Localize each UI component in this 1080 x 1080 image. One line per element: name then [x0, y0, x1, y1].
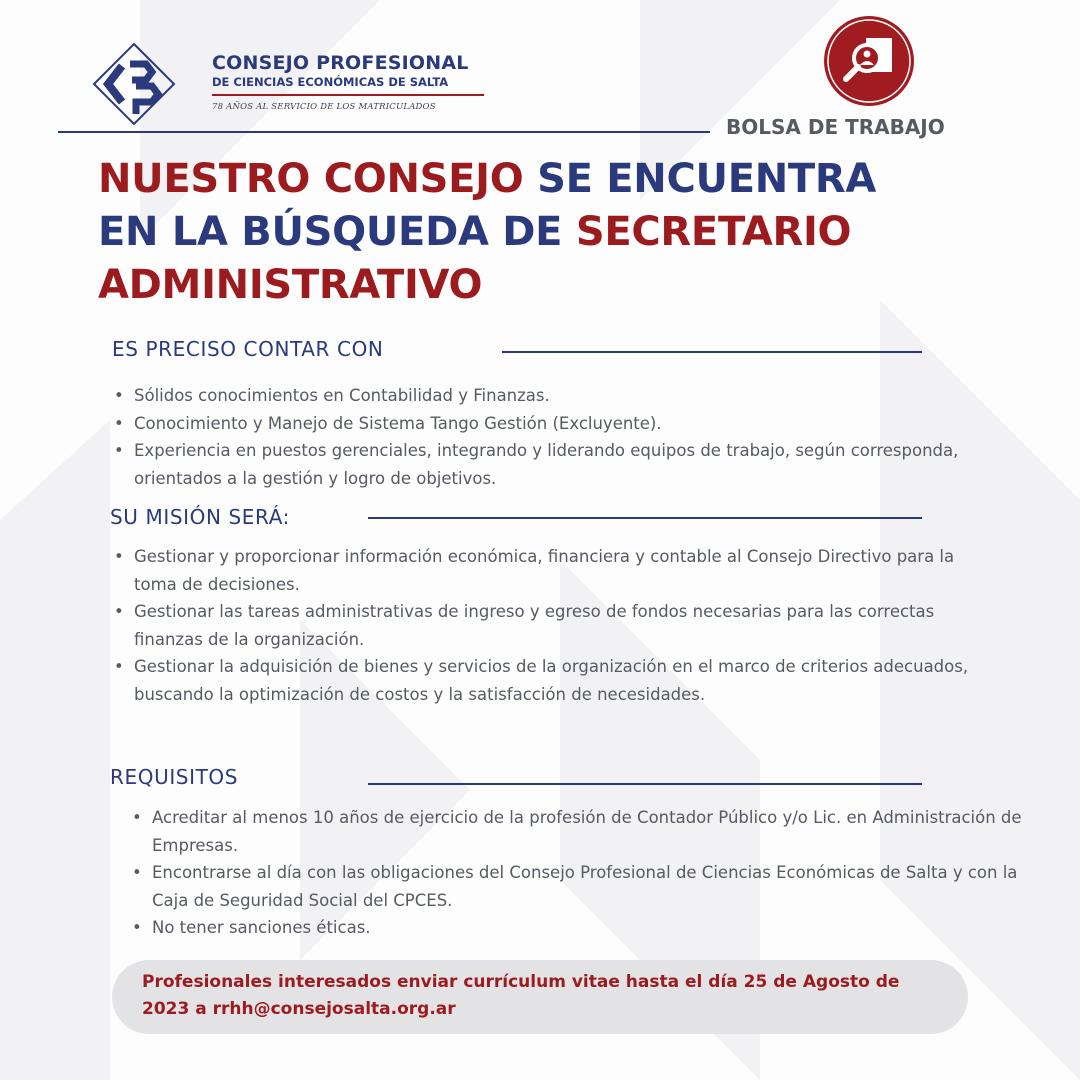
org-name: CONSEJO PROFESIONAL: [212, 52, 469, 74]
section-divider-mision: [368, 517, 922, 519]
list-item: • Experiencia en puestos gerenciales, integrando y liderando equipos de trabajo, según corresponda, orientados a la gestión y logro de objetivos.: [114, 437, 974, 492]
list-item: • Acreditar al menos 10 años de ejercicio de la profesión de Contador Público y/o Lic. en Administración de Empresas.: [132, 804, 1042, 859]
job-search-icon: [822, 14, 916, 108]
cta-message: Profesionales interesados enviar currículum vitae hasta el día 25 de Agosto de 2023 a: [142, 972, 900, 1019]
list-item: • Gestionar y proporcionar información económica, financiera y contable al Consejo Directivo para la toma de decisiones.: [114, 543, 974, 598]
headline: [98, 153, 1038, 312]
list-item: • No tener sanciones éticas.: [132, 914, 1042, 942]
list-item: • Gestionar las tareas administrativas de ingreso y egreso de fondos necesarias para las correctas finanzas de la organización.: [114, 598, 974, 653]
org-identity: [212, 52, 484, 112]
cta-email-link[interactable]: rrhh@consejosalta.org.ar: [212, 999, 456, 1019]
section-title-mision: SU MISIÓN SERÁ:: [110, 505, 290, 529]
headline-blue-1: SE ENCUENTRA: [523, 156, 877, 202]
org-divider: [212, 94, 484, 96]
header-divider: [58, 131, 710, 133]
list-preciso: [114, 382, 974, 492]
list-mision: [114, 543, 974, 708]
section-divider-requisitos: [368, 783, 922, 785]
headline-red-2: SECRETARIO: [575, 209, 852, 255]
cpce-logo-icon: [92, 42, 176, 126]
headline-line-3: [98, 259, 1038, 312]
list-item: • Sólidos conocimientos en Contabilidad y Finanzas.: [114, 382, 974, 410]
org-subtitle: DE CIENCIAS ECONÓMICAS DE SALTA: [212, 75, 449, 89]
section-title-preciso: ES PRECISO CONTAR CON: [112, 337, 384, 361]
list-item: • Gestionar la adquisición de bienes y servicios de la organización en el marco de criterios adecuados, buscando la optimización de costos y la satisfacción de necesidades.: [114, 653, 974, 708]
list-requisitos: [132, 804, 1042, 942]
headline-line-2: [98, 206, 1038, 259]
list-item: • Encontrarse al día con las obligaciones del Consejo Profesional de Ciencias Económicas de Salta y con la Caja de Seguridad Social del CPCES.: [132, 859, 1042, 914]
cta-text: [142, 969, 942, 1023]
org-tagline: 78 AÑOS AL SERVICIO DE LOS MATRICULADOS: [212, 102, 436, 112]
section-divider-preciso: [502, 351, 922, 353]
headline-red-3: ADMINISTRATIVO: [98, 262, 483, 308]
list-item: • Conocimiento y Manejo de Sistema Tango Gestión (Excluyente).: [114, 410, 974, 438]
job-board-label: BOLSA DE TRABAJO: [726, 115, 945, 139]
section-title-requisitos: REQUISITOS: [110, 765, 239, 789]
headline-red-1: NUESTRO CONSEJO: [98, 156, 524, 202]
cta-box: [112, 960, 968, 1034]
headline-line-1: [98, 153, 1038, 206]
headline-blue-2: EN LA BÚSQUEDA DE: [98, 209, 576, 255]
